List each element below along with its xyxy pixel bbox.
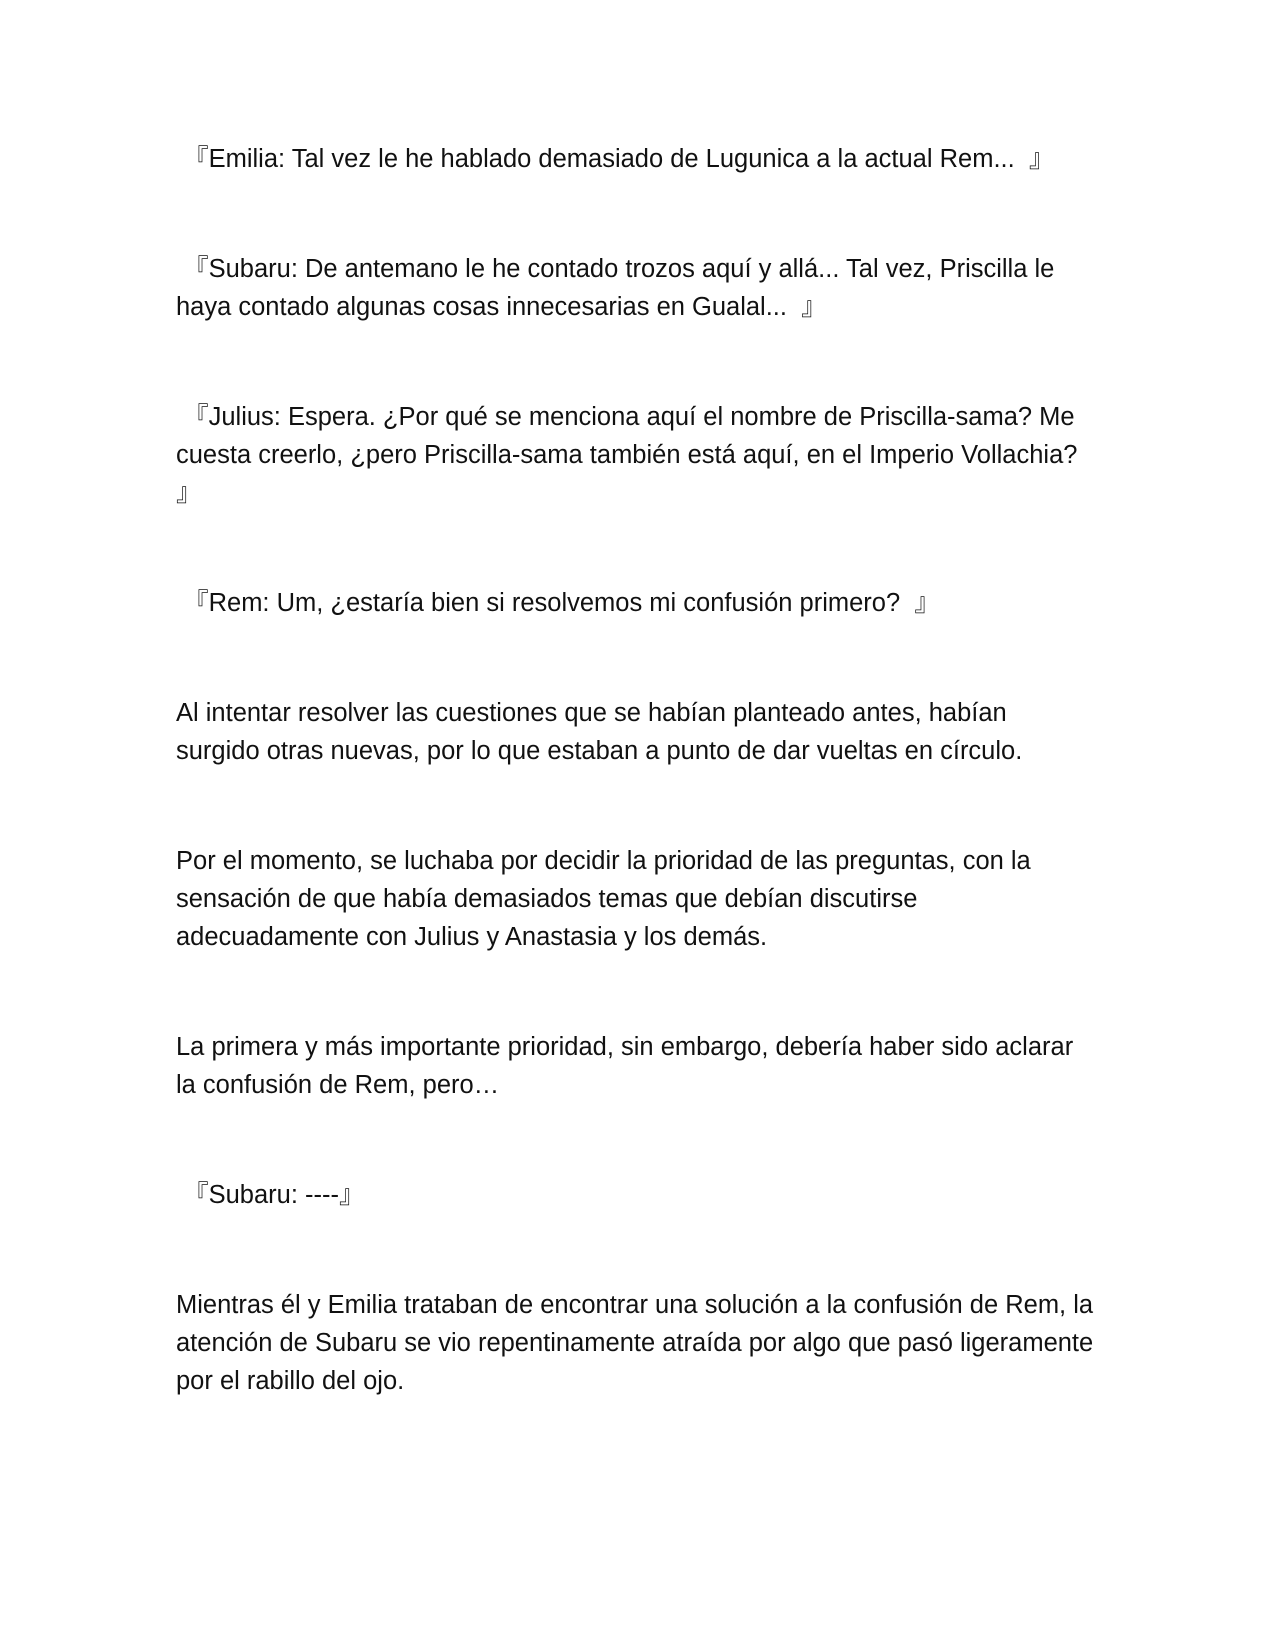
document-body — [176, 140, 1101, 1400]
narration-paragraph: La primera y más importante prioridad, sin embargo, debería haber sido aclarar la confusión de Rem, pero… — [176, 1033, 1081, 1099]
dialogue-rem: 『Rem: Um, ¿estaría bien si resolvemos mi confusión primero? 』 — [176, 589, 940, 617]
narration-paragraph: Por el momento, se luchaba por decidir la prioridad de las preguntas, con la sensación de que había demasiados temas que debían discutirse adecuadamente con Julius y Anastasia y los demás. — [176, 847, 1038, 951]
dialogue-emilia: 『Emilia: Tal vez le he hablado demasiado de Lugunica a la actual Rem... 』 — [176, 145, 1055, 173]
dialogue-subaru: 『Subaru: De antemano le he contado trozos aquí y allá... Tal vez, Priscilla le haya contado algunas cosas innecesarias en Gualal... 』 — [176, 255, 1062, 321]
narration-paragraph: Al intentar resolver las cuestiones que se habían planteado antes, habían surgido otras nuevas, por lo que estaban a punto de dar vueltas en círculo. — [176, 699, 1023, 765]
dialogue-julius: 『Julius: Espera. ¿Por qué se menciona aquí el nombre de Priscilla-sama? Me cuesta creerlo, ¿pero Priscilla-sama también está aquí, en el Imperio Vollachia? 』 — [176, 403, 1092, 507]
narration-paragraph: Mientras él y Emilia trataban de encontrar una solución a la confusión de Rem, la atención de Subaru se vio repentinamente atraída por algo que pasó ligeramente por el rabillo del ojo. — [176, 1291, 1101, 1395]
dialogue-subaru-short: 『Subaru: ----』 — [176, 1181, 365, 1209]
